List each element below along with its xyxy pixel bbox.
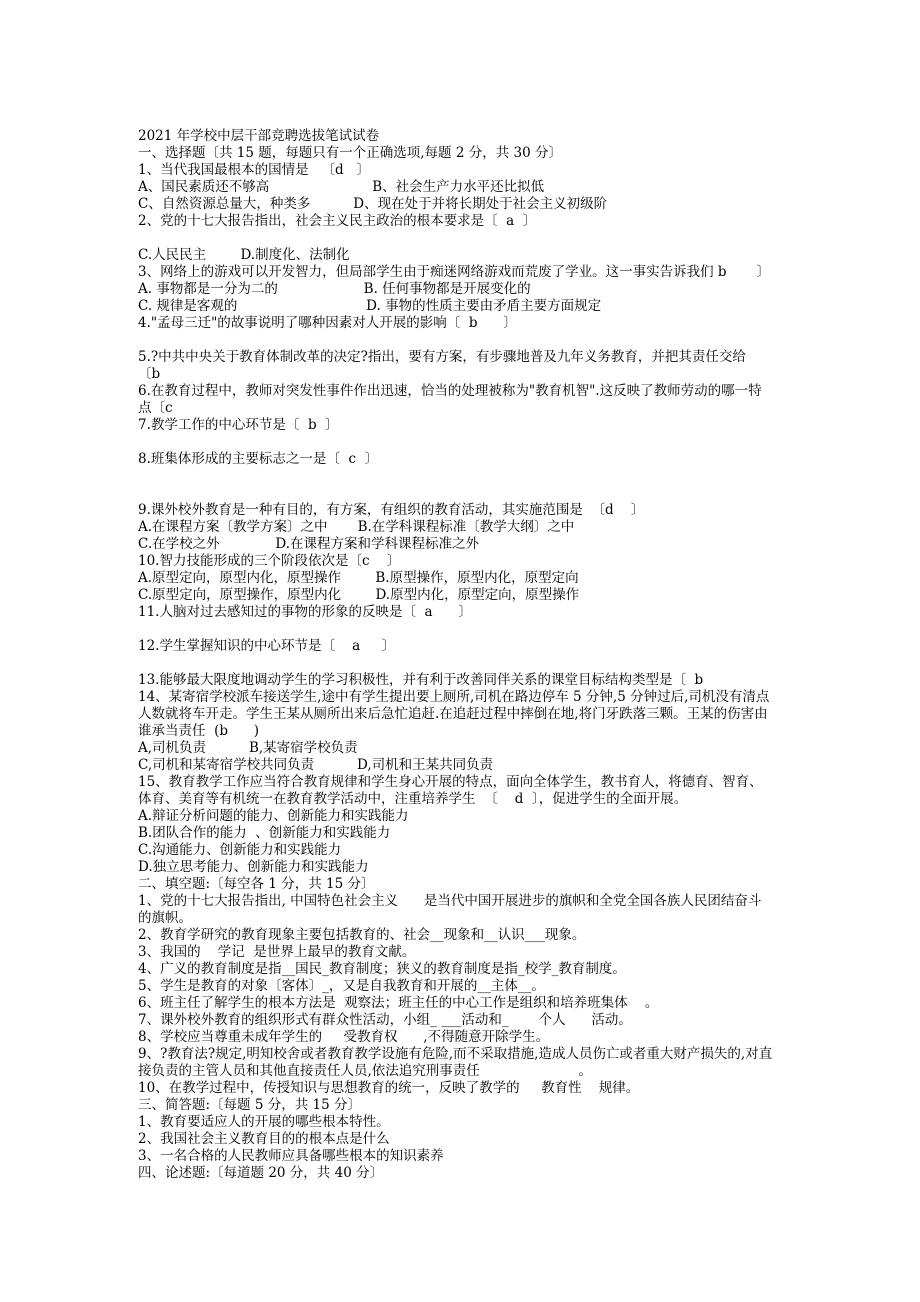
text-line: C、自然资源总量大，种类多 D、现在处于并将长期处于社会主义初级阶 [138,196,608,212]
text-line: 3、一名合格的人民教师应具备哪些根本的知识素养 [138,1148,444,1164]
blank-line [138,332,788,349]
text-line: 四、论述题:〔每道题 20 分，共 40 分〕 [138,1165,384,1181]
text-line: C.在学校之外 D.在课程方案和学科课程标准之外 [138,536,480,552]
exam-document [138,128,788,1182]
text-line: A. 事物都是一分为二的 B. 任何事物都是开展变化的 [138,281,531,297]
text-line: C,司机和某寄宿学校共同负责 D,司机和王某共同负责 [138,757,494,773]
text-line: 2、我国社会主义教育目的的根本点是什么 [138,1131,390,1147]
text-line: 9、?教育法?规定,明知校舍或者教育教学设施有危险,而不采取措施,造成人员伤亡或者重大财产损失的,对直 [138,1046,773,1062]
text-line: 10、在教学过程中，传授知识与思想教育的统一，反映了教学的 教育性 规律。 [138,1080,640,1096]
text-line: A.辩证分析问题的能力、创新能力和实践能力 [138,808,409,824]
text-line: 人数就将车开走。学生王某从厕所出来后急忙追赶.在追赶过程中摔倒在地,将门牙跌落三颗。王某的伤害由 [138,706,768,722]
text-line: 13.能够最大限度地调动学生的学习积极性，并有利于改善同伴关系的课堂目标结构类型是〔 b [138,672,704,688]
text-line: C.沟通能力、创新能力和实践能力 [138,842,342,858]
text-line: 10.智力技能形成的三个阶段依次是〔c 〕 [138,553,401,569]
text-line: 5、学生是教育的对象〔客体〕_，又是自我教育和开展的__主体__。 [138,978,545,994]
text-line: A、国民素质还不够高 B、社会生产力水平还比拟低 [138,179,545,195]
text-line: 谁承当责任 (b ) [138,723,260,739]
text-line: 接负责的主管人员和其他直接责任人员,依法追究刑事责任 。 [138,1063,592,1079]
text-line: 二、填空题:〔每空各 1 分，共 15 分〕 [138,876,375,892]
text-line: 15、教育教学工作应当符合教育规律和学生身心开展的特点，面向全体学生，教书育人，将德育、智育、 [138,774,763,790]
text-line: 3、网络上的游戏可以开发智力，但局部学生由于痴迷网络游戏而荒废了学业。这一事实告诉我们 b 〕 [138,264,771,280]
text-line: 2021 年学校中层干部竞聘选拔笔试试卷 [138,128,380,144]
blank-line [138,655,788,672]
text-line: C. 规律是客观的 D. 事物的性质主要由矛盾主要方面规定 [138,298,602,314]
text-line: 5.?中共中央关于教育体制改革的决定?指出，要有方案，有步骤地普及九年义务教育，并把其责任交给 [138,349,746,365]
text-line: 6、班主任了解学生的根本方法是 观察法；班主任的中心工作是组织和培养班集体 。 [138,995,659,1011]
text-line: 8.班集体形成的主要标志之一是〔 c 〕 [138,451,379,467]
blank-line [138,468,788,485]
text-line: C.原型定向，原型操作，原型内化 D.原型内化，原型定向，原型操作 [138,587,580,603]
text-line: 1、党的十七大报告指出, 中国特色社会主义 是当代中国开展进步的旗帜和全党全国各族人民团结奋斗 [138,893,762,909]
text-line: 体育、美育等有机统一在教育教学活动中，注重培养学生 〔 d 〕，促进学生的全面开展。 [138,791,688,807]
blank-line [138,485,788,502]
text-line: 三、简答题:〔每题 5 分，共 15 分〕 [138,1097,361,1113]
text-line: 11.人脑对过去感知过的事物的形象的反映是〔 a 〕 [138,604,472,620]
text-line: 6.在教育过程中，教师对突发性事件作出迅速，恰当的处理被称为"教育机智".这反映了教师劳动的哪一特 [138,383,762,399]
blank-line [138,230,788,247]
blank-line [138,621,788,638]
text-line: 7、课外校外教育的组织形式有群众性活动，小组_ ___活动和_ 个人 活动。 [138,1012,632,1028]
text-line: 2、教育学研究的教育现象主要包括教育的、社会__现象和__认识___现象。 [138,927,586,943]
text-line: C.人民民主 D.制度化、法制化 [138,247,350,263]
text-line: 4、广义的教育制度是指__国民_教育制度；狭义的教育制度是指_校学_教育制度。 [138,961,626,977]
text-line: 14、某寄宿学校派车接送学生,途中有学生提出要上厕所,司机在路边停车 5 分钟,5 分钟过后,司机没有清点 [138,689,770,705]
text-line: A,司机负责 B,某寄宿学校负责 [138,740,358,756]
text-line: 12.学生掌握知识的中心环节是〔 a 〕 [138,638,396,654]
text-line: 8、学校应当尊重未成年学生的 受教育权 ,不得随意开除学生。 [138,1029,550,1045]
text-line: A.在课程方案〔教学方案〕之中 B.在学科课程标准〔教学大纲〕之中 [138,519,575,535]
text-line: A.原型定向，原型内化，原型操作 B.原型操作，原型内化，原型定向 [138,570,579,586]
text-line: 2、党的十七大报告指出，社会主义民主政治的根本要求是〔 a 〕 [138,213,537,229]
text-line: 一、选择题〔共 15 题，每题只有一个正确选项,每题 2 分，共 30 分〕 [138,145,562,161]
blank-line [138,434,788,451]
text-line: B.团队合作的能力 、创新能力和实践能力 [138,825,391,841]
text-line: 点〔c [138,400,173,416]
text-line: 7.教学工作的中心环节是〔 b 〕 [138,417,339,433]
text-line: 1、当代我国最根本的国情是 〔d 〕 [138,162,370,178]
text-line: 4."孟母三迁"的故事说明了哪种因素对人开展的影响〔 b 〕 [138,315,517,331]
text-line: 〔b [138,366,161,382]
text-line: 的旗帜。 [138,910,192,926]
text-line: D.独立思考能力、创新能力和实践能力 [138,859,369,875]
text-line: 1、教育要适应人的开展的哪些根本特性。 [138,1114,390,1130]
text-line: 3、我国的 学记 是世界上最早的教育文献。 [138,944,416,960]
text-line: 9.课外校外教育是一种有目的，有方案，有组织的教育活动，其实施范围是 〔d 〕 [138,502,645,518]
